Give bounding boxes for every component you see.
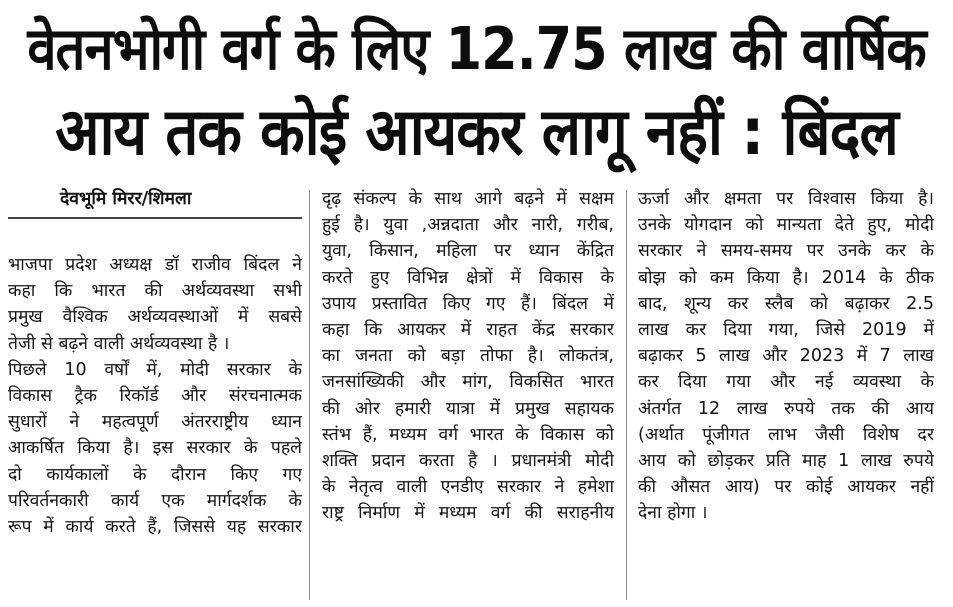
text-line: अंतर्गत 12 लाख रुपये तक की आय xyxy=(638,398,934,419)
article-column-2 xyxy=(322,186,614,526)
article-column-1 xyxy=(8,186,302,537)
text-line: उपाय प्रस्तावित किए गए हैं। बिंदल में xyxy=(322,293,614,314)
text-line: तेजी से बढ़ने वाली अर्थव्यवस्था है । xyxy=(8,333,230,354)
headline-line-1: वेतनभोगी वर्ग के लिए 12.75 लाख की वार्षिक xyxy=(27,15,926,84)
text-line: पिछले 10 वर्षों में, मोदी सरकार के xyxy=(8,359,302,380)
text-line: कर दिया गया और नई व्यवस्था के xyxy=(638,372,934,393)
column-1-body xyxy=(8,252,302,540)
text-line: कहा कि आयकर में राहत केंद्र सरकार xyxy=(322,319,614,340)
text-line: सुधारों ने महत्वपूर्ण अंतरराष्ट्रीय ध्यान xyxy=(8,412,302,433)
text-line: सरकार ने समय-समय पर उनके कर के xyxy=(638,241,934,262)
byline-rule xyxy=(8,217,302,219)
text-line: दृढ़ संकल्प के साथ आगे बढ़ने में सक्षम xyxy=(322,189,614,209)
text-line: के नेतृत्व वाली एनडीए सरकार ने हमेशा xyxy=(322,477,614,498)
text-line: देना होगा । xyxy=(638,503,708,524)
text-line: आकर्षित किया है। इस सरकार के पहले xyxy=(8,438,302,459)
text-line: उनके योगदान को मान्यता देते हुए, मोदी xyxy=(638,215,934,236)
text-line: आय को छोड़कर प्रति माह 1 लाख रुपये xyxy=(638,450,934,471)
column-divider-2 xyxy=(626,190,627,600)
text-line: भाजपा प्रदेश अध्यक्ष डॉ राजीव बिंदल ने xyxy=(8,255,302,275)
text-line: की औसत आय) पर कोई आयकर नहीं xyxy=(638,477,934,498)
byline: देवभूमि मिरर/शिमला xyxy=(60,189,192,209)
article-column-3 xyxy=(638,186,934,526)
text-line: ऊर्जा और क्षमता पर विश्वास किया है। xyxy=(638,189,934,209)
text-line: दो कार्यकालों के दौरान किए गए xyxy=(8,464,302,485)
text-line: करते हुए विभिन्न क्षेत्रों में विकास के xyxy=(322,267,614,288)
text-line: का जनता को बड़ा तोफा है। लोकतंत्र, xyxy=(322,346,614,367)
text-line: बोझ को कम किया है। 2014 के ठीक xyxy=(638,267,934,288)
text-line: शक्ति प्रदान करता है । प्रधानमंत्री मोदी xyxy=(322,450,614,471)
text-line: लाख कर दिया गया, जिसे 2019 में xyxy=(638,319,934,340)
text-line: बाद, शून्य कर स्लैब को बढ़ाकर 2.5 xyxy=(638,293,934,314)
text-line: रूप में कार्य करते हैं, जिससे यह सरकार xyxy=(8,516,302,537)
text-line: विकास ट्रैक रिकॉर्ड और संरचनात्मक xyxy=(8,385,302,406)
text-line: हुई है। युवा ,अन्नदाता और नारी, गरीब, xyxy=(322,215,614,236)
headline-line-2: आय तक कोई आयकर लागू नहीं : बिंदल xyxy=(55,93,898,170)
text-line: स्तंभ हैं, मध्यम वर्ग भारत के विकास को xyxy=(322,424,614,445)
text-line: कहा कि भारत की अर्थव्यवस्था सभी xyxy=(8,281,302,302)
text-line: परिवर्तनकारी कार्य एक मार्गदर्शक के xyxy=(8,490,302,511)
text-line: (अर्थात पूंजीगत लाभ जैसी विशेष दर xyxy=(638,424,934,445)
text-line: बढ़ाकर 5 लाख और 2023 में 7 लाख xyxy=(638,346,934,367)
text-line: युवा, किसान, महिला पर ध्यान केंद्रित xyxy=(322,241,614,262)
column-divider-1 xyxy=(309,190,310,600)
text-line: की ओर हमारी यात्रा में प्रमुख सहायक xyxy=(322,398,614,419)
text-line: राष्ट्र निर्माण में मध्यम वर्ग की सराहनीय xyxy=(322,503,614,524)
text-line: प्रमुख वैश्विक अर्थव्यवस्थाओं में सबसे xyxy=(8,307,302,328)
text-line: जनसांख्यिकी और मांग, विकसित भारत xyxy=(322,372,614,393)
